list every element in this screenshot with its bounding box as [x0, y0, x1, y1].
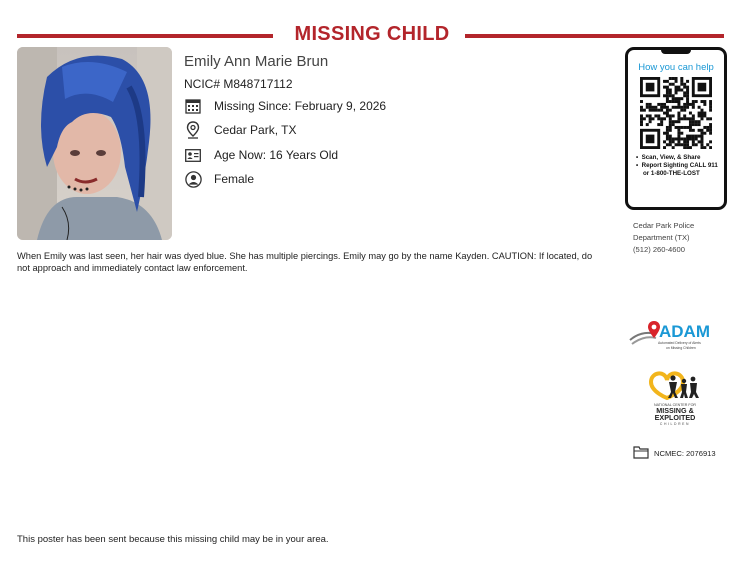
adam-logo-name: ADAM — [659, 322, 710, 341]
ncic-number: NCIC# M848717112 — [184, 77, 293, 91]
sex-row — [184, 169, 254, 189]
agency-line-2: Department (TX) — [633, 233, 690, 242]
location-pin-icon — [184, 121, 202, 139]
ncmec-logo-line-2: MISSING & — [656, 406, 694, 415]
id-card-icon — [184, 146, 202, 164]
child-photo — [17, 47, 172, 240]
location-row — [184, 120, 296, 140]
help-bullet-scan: • Scan, View, & Share — [636, 154, 701, 161]
ncmec-logo-mark — [645, 368, 705, 430]
adam-logo-mark — [628, 318, 720, 354]
child-description: When Emily was last seen, her hair was dyed blue. She has multiple piercings. Emily may go by the name Kayden. CAUTION: If located, do not approach and immediately contact law enforcement. — [17, 251, 593, 273]
help-card-title: How you can help — [638, 62, 714, 73]
adam-logo-tagline-1: Automated Delivery of Alerts — [658, 341, 701, 345]
location-text: Cedar Park, TX — [214, 123, 297, 137]
qr-code[interactable] — [640, 77, 712, 154]
help-card-bullets — [634, 154, 720, 178]
ncmec-logo-line-4: CHILDREN — [659, 422, 691, 426]
header-rule-left — [17, 34, 273, 38]
adam-logo — [628, 318, 720, 359]
agency-phone[interactable]: (512) 260-4600 — [633, 245, 685, 254]
ncmec-logo-line-3: EXPLOITED — [654, 413, 696, 422]
person-icon — [184, 170, 202, 188]
phone-notch — [661, 49, 691, 54]
ncmec-case-number: NCMEC: 2076913 — [654, 449, 716, 458]
age-row — [184, 145, 338, 165]
sex-text: Female — [214, 172, 255, 186]
child-photo-image — [17, 47, 172, 240]
help-bullet-report: • Report Sighting CALL 911 or 1-800-THE-LOST — [636, 162, 718, 177]
missing-since-text: Missing Since: February 9, 2026 — [214, 99, 387, 113]
ncmec-logo-line-1: NATIONAL CENTER FOR — [654, 403, 696, 407]
calendar-icon — [184, 97, 202, 115]
adam-logo-tagline-2: on Missing Children — [666, 346, 696, 350]
child-name: Emily Ann Marie Brun — [184, 53, 329, 70]
ncmec-logo — [645, 368, 705, 435]
age-text: Age Now: 16 Years Old — [214, 148, 339, 162]
poster-title: MISSING CHILD — [294, 23, 450, 45]
help-card — [625, 47, 727, 210]
police-contact — [633, 220, 694, 256]
folder-icon — [633, 446, 649, 461]
poster-footer: This poster has been sent because this missing child may be in your area. — [17, 534, 329, 545]
ncmec-case — [633, 446, 716, 461]
missing-since-row — [184, 96, 386, 116]
header-rule-right — [465, 34, 724, 38]
agency-line-1: Cedar Park Police — [633, 221, 695, 230]
